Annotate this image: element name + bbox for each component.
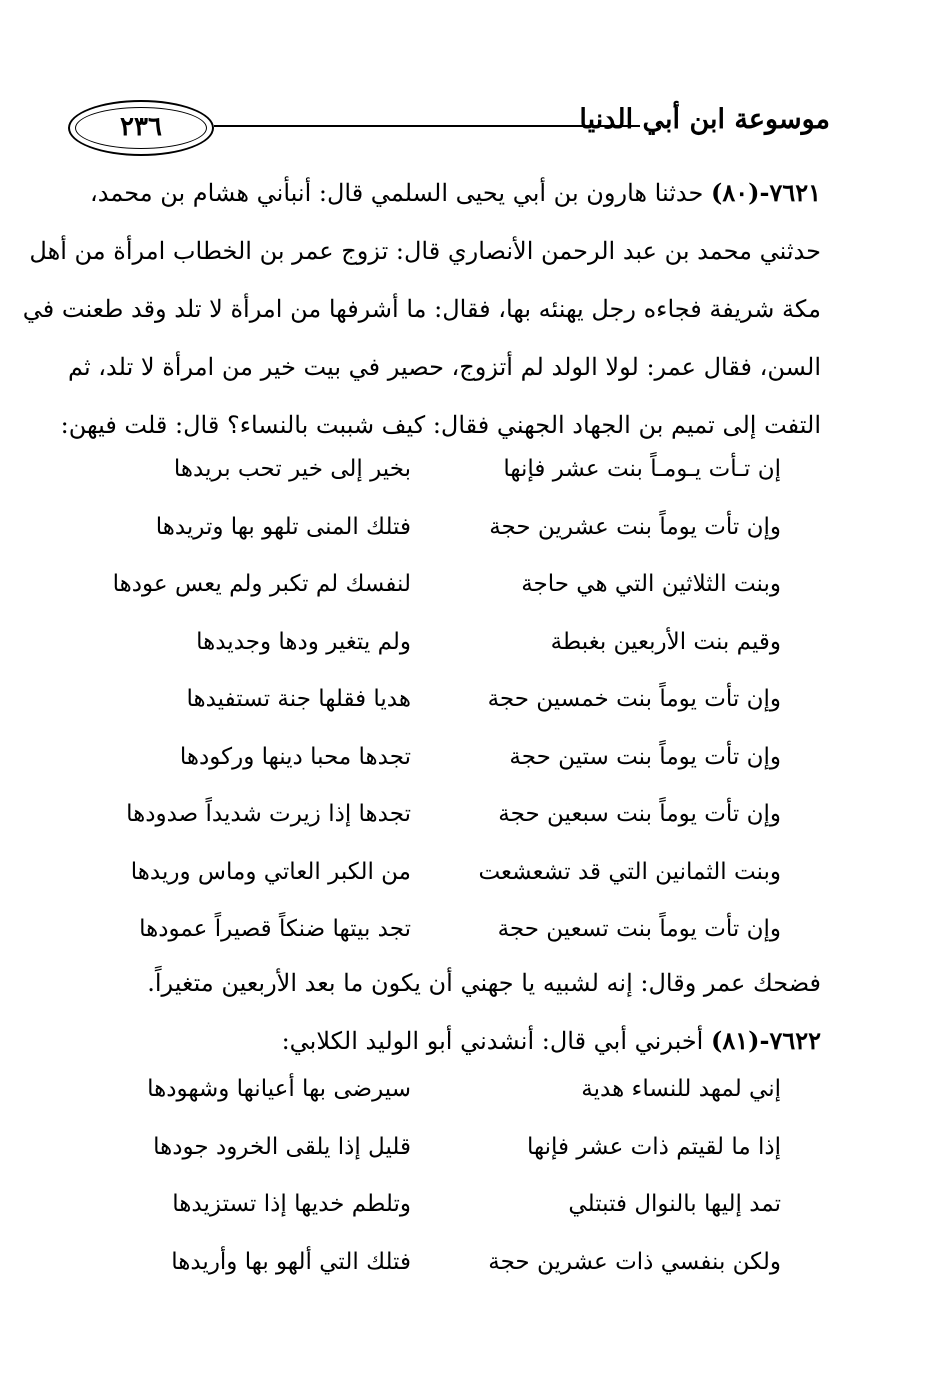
poem-1 — [112, 446, 781, 964]
verse — [131, 849, 781, 907]
verse-first-hemistich: وقيم بنت الأربعين بغبطة — [550, 628, 781, 655]
paragraph-line: حدثني محمد بن عبد الرحمن الأنصاري قال: تزوج عمر بن الخطاب امرأة من أهل — [29, 237, 821, 265]
verse — [131, 446, 781, 504]
paragraph-line — [90, 164, 821, 222]
paragraph-line — [116, 1012, 821, 1070]
verse — [131, 1066, 781, 1124]
verse-first-hemistich: إذا ما لقيتم ذات عشر فإنها — [527, 1133, 781, 1160]
verse-second-hemistich: ولم يتغير ودها وجديدها — [196, 628, 411, 655]
paragraph-line: التفت إلى تميم بن الجهاد الجهني فقال: كيف شببت بالنساء؟ قال: قلت فيهن: — [60, 411, 821, 439]
paragraph-line-text: حدثنا هارون بن أبي يحيى السلمي قال: أنبأني هشام بن محمد، — [90, 179, 704, 207]
hadith-7622 — [116, 1012, 821, 1070]
verse — [131, 1124, 781, 1182]
verse-second-hemistich: فتلك التي ألهو بها وأريدها — [171, 1248, 411, 1275]
page-number: ٢٣٦ — [120, 112, 162, 142]
hadith-number: ٧٦٢٢-(٨١) — [710, 1026, 821, 1055]
verse — [131, 734, 781, 792]
verse-second-hemistich: سيرضى بها أعيانها وشهودها — [147, 1076, 411, 1102]
verse — [131, 676, 781, 734]
paragraph-line-text: أخبرني أبي قال: أنشدني أبو الوليد الكلابي: — [281, 1027, 704, 1055]
header-rule — [214, 125, 640, 127]
verse — [131, 619, 781, 677]
book-title: موسوعة ابن أبي الدنيا — [579, 104, 830, 135]
verse-first-hemistich: تمد إليها بالنوال فتبتلي — [568, 1191, 781, 1217]
verse-first-hemistich: إن تـأت يـومـاً بنت عشر فإنها — [503, 456, 781, 482]
verse-first-hemistich: إني لمهد للنساء هدية — [581, 1076, 781, 1102]
verse-first-hemistich: وبنت الثمانين التي قد تشعشعت — [478, 858, 781, 885]
verse-first-hemistich: وإن تأت يوماً بنت ستين حجة — [509, 743, 781, 770]
verse-second-hemistich: قليل إذا يلقى الخرود جودها — [153, 1133, 411, 1160]
verse-first-hemistich: ولكن بنفسي ذات عشرين حجة — [488, 1248, 781, 1275]
verse — [126, 791, 781, 849]
verse-first-hemistich: وإن تأت يوماً بنت تسعين حجة — [497, 916, 781, 942]
page-header — [60, 96, 830, 160]
verse-second-hemistich: فتلك المنى تلهو بها وتريدها — [155, 513, 411, 540]
hadith-7621 — [22, 164, 821, 454]
page-number-badge — [68, 100, 214, 156]
verse-first-hemistich: وإن تأت يوماً بنت خمسين حجة — [487, 686, 781, 712]
verse-second-hemistich: تجدها إذا زيرت شديداً صدودها — [126, 801, 411, 827]
verse-second-hemistich: وتلطم خديها إذا تستزيدها — [172, 1191, 411, 1217]
verse-second-hemistich: تجدها محبا دينها وركودها — [179, 743, 411, 770]
verse-second-hemistich: من الكبر العاتي وماس وريدها — [130, 858, 411, 885]
verse-second-hemistich: تجد بيتها ضنكاً قصيراً عمودها — [139, 916, 411, 942]
verse-first-hemistich: وإن تأت يوماً بنت سبعين حجة — [498, 801, 781, 827]
verse — [131, 504, 781, 562]
verse-second-hemistich: لنفسك لم تكبر ولم يعس عودها — [112, 571, 411, 597]
verse-second-hemistich: هديا فقلها جنة تستفيدها — [186, 686, 411, 712]
closing-remark — [116, 954, 821, 1012]
paragraph-line: فضحك عمر وقال: إنه لشبيه يا جهني أن يكون ما بعد الأربعين متغيراً. — [147, 969, 821, 997]
verse — [112, 561, 781, 619]
verse-first-hemistich: وبنت الثلاثين التي هي حاجة — [521, 571, 781, 597]
poem-2 — [131, 1066, 781, 1296]
verse — [131, 1239, 781, 1297]
verse-first-hemistich: وإن تأت يوماً بنت عشرين حجة — [489, 513, 781, 540]
verse — [131, 1181, 781, 1239]
hadith-number: ٧٦٢١-(٨٠) — [710, 178, 821, 207]
paragraph-line: السن، فقال عمر: لولا الولد لم أتزوج، حصير في بيت خير من امرأة لا تلد، ثم — [68, 353, 821, 381]
paragraph-line: مكة شريفة فجاءه رجل يهنئه بها، فقال: ما أشرفها من امرأة لا تلد وقد طعنت في — [22, 295, 821, 323]
verse-second-hemistich: بخير إلى خير تحب بريدها — [173, 456, 411, 482]
